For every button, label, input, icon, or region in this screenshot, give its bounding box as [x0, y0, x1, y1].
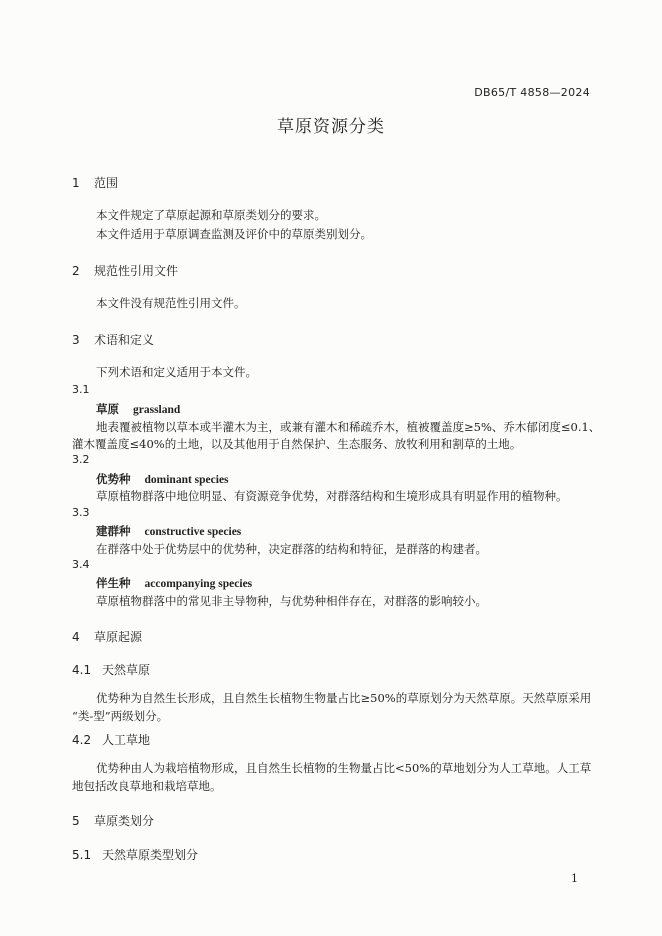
- document-number: DB65/T 4858—2024: [474, 86, 590, 99]
- paragraph: “类-型”两级划分。: [72, 709, 169, 723]
- term-en: dominant species: [144, 474, 229, 486]
- section-title: 草原类划分: [94, 814, 155, 828]
- section-number: 1: [72, 176, 80, 190]
- subsection-number: 4.2: [72, 733, 92, 747]
- term-zh: 建群种: [96, 524, 131, 538]
- paragraph: 优势种为自然生长形成，且自然生长植物生物量占比≥50%的草原划分为天然草原。天然草原采用: [96, 691, 592, 705]
- term-heading: [96, 523, 241, 539]
- term-number: 3.4: [72, 558, 90, 571]
- subsection-title: 天然草原: [102, 663, 151, 677]
- section-2-heading: [72, 262, 178, 279]
- term-heading: [96, 575, 252, 591]
- subsection-number: 4.1: [72, 663, 92, 677]
- subsection-4-2-heading: [72, 731, 150, 748]
- term-definition: 草原植物群落中的常见非主导物种，与优势种相伴存在，对群落的影响较小。: [96, 594, 487, 608]
- term-zh: 优势种: [96, 472, 131, 486]
- subsection-5-1-heading: [72, 846, 198, 863]
- section-number: 4: [72, 630, 80, 644]
- section-number: 3: [72, 333, 80, 347]
- paragraph: 本文件没有规范性引用文件。: [96, 296, 246, 310]
- term-number: 3.1: [72, 383, 90, 396]
- paragraph: 本文件规定了草原起源和草原类划分的要求。: [96, 208, 326, 222]
- section-number: 2: [72, 264, 80, 278]
- section-3-heading: [72, 331, 154, 348]
- paragraph: 地包括改良草地和栽培草地。: [72, 779, 222, 793]
- term-en: constructive species: [144, 526, 242, 538]
- paragraph: 本文件适用于草原调查监测及评价中的草原类别划分。: [96, 227, 372, 241]
- term-number: 3.3: [72, 506, 90, 519]
- term-definition: 灌木覆盖度≤40%的土地，以及其他用于自然保护、生态服务、放牧利用和割草的土地。: [72, 437, 522, 451]
- term-en: grassland: [133, 404, 181, 416]
- term-heading: [96, 471, 229, 487]
- term-definition: 在群落中处于优势层中的优势种，决定群落的结构和特征，是群落的构建者。: [96, 542, 487, 556]
- section-1-heading: [72, 174, 118, 191]
- section-title: 草原起源: [94, 630, 143, 644]
- section-4-heading: [72, 628, 142, 645]
- section-title: 范围: [94, 176, 119, 190]
- paragraph: 优势种由人为栽培植物形成，且自然生长植物的生物量占比<50%的草地划分为人工草地。人工草: [96, 761, 592, 775]
- section-title: 规范性引用文件: [94, 264, 179, 278]
- subsection-4-1-heading: [72, 661, 150, 678]
- term-en: accompanying species: [144, 578, 253, 590]
- section-number: 5: [72, 814, 80, 828]
- term-heading: [96, 401, 180, 417]
- section-title: 术语和定义: [94, 333, 155, 347]
- term-zh: 草原: [96, 402, 119, 416]
- subsection-title: 天然草原类型划分: [102, 848, 199, 862]
- paragraph: 下列术语和定义适用于本文件。: [96, 365, 257, 379]
- term-zh: 伴生种: [96, 576, 131, 590]
- subsection-number: 5.1: [72, 848, 92, 862]
- term-definition: 草原植物群落中地位明显、有资源竞争优势，对群落结构和生境形成具有明显作用的植物种。: [96, 489, 568, 503]
- section-5-heading: [72, 812, 154, 829]
- subsection-title: 人工草地: [102, 733, 151, 747]
- term-definition: 地表覆被植物以草本或半灌木为主，或兼有灌木和稀疏乔木，植被覆盖度≥5%、乔木郁闭度≤0.1、: [96, 420, 601, 434]
- page-number: 1: [571, 872, 578, 885]
- document-title: 草原资源分类: [277, 117, 385, 137]
- term-number: 3.2: [72, 453, 90, 466]
